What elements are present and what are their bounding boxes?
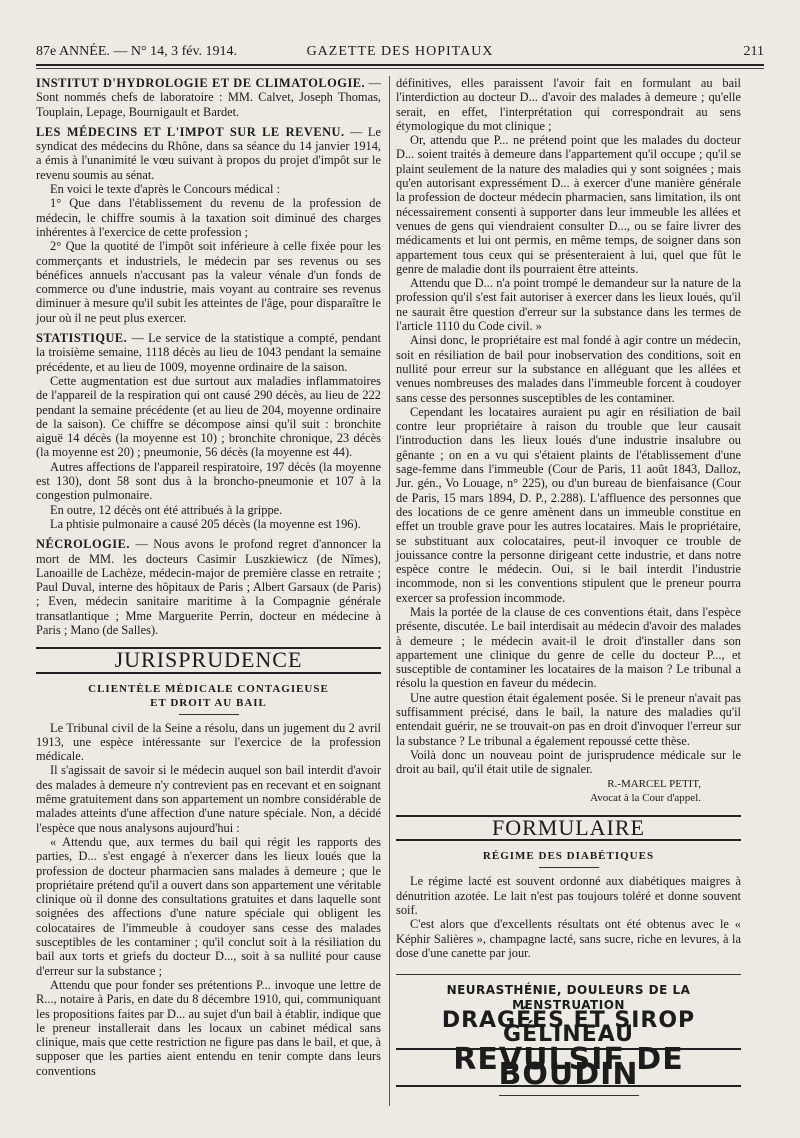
header-rule-thin <box>36 68 764 69</box>
column-divider <box>389 76 390 1106</box>
title-rule <box>179 714 239 715</box>
author-title: Avocat à la Cour d'appel. <box>590 791 701 804</box>
journal-title: GAZETTE DES HOPITAUX <box>306 44 494 59</box>
article-title-line: ET DROIT AU BAIL <box>150 696 267 709</box>
author-name: R.-MARCEL PETIT, <box>607 777 701 790</box>
paragraph-heading: STATISTIQUE. <box>36 331 128 346</box>
paragraph: En outre, 12 décès ont été attribués à la grippe. <box>50 502 283 517</box>
right-column <box>396 76 741 1096</box>
paragraph-heading: NÉCROLOGIE. <box>36 537 130 552</box>
paragraph: Une autre question était également posée. Si le preneur n'avait pas suffisamment précisé, dans le bail, la nature des maladies qu'il entendait guérir, ne se trouvait-on pas en droit d'invoquer l'erreur sur la substance ? Le tribunal a également repoussé cette thèse. <box>396 690 741 748</box>
signature <box>396 777 741 806</box>
section-header-formulaire <box>396 815 741 841</box>
paragraph-heading: LES MÉDECINS ET L'IMPOT SUR LE REVENU. <box>36 124 345 139</box>
ad-rule <box>499 1095 639 1096</box>
ad-product: DRAGÉES ET SIROP GÉLINEAU <box>441 1007 696 1048</box>
paragraph: Le régime lacté est souvent ordonné aux diabétiques maigres à dénutrition azotée. Le lait n'est pas toujours toléré et donne souvent soif. <box>396 874 741 918</box>
paragraph <box>36 125 381 182</box>
paragraph-text: — Sont nommés chefs de laboratoire : MM. Calvet, Joseph Thomas, Touplain, Lepage, Bournigault et Bardet. <box>36 76 381 119</box>
paragraph: 1° Que dans l'établissement du revenu de la profession de médecin, le chiffre soumis à la taxation soit diminué des charges inhérentes à l'exercice de cette profession ; <box>36 196 381 239</box>
page-header <box>36 44 764 66</box>
paragraph: Le Tribunal civil de la Seine a résolu, dans un jugement du 2 avril 1913, une espèce intéressante sur l'exercice de la profession médicale. <box>36 720 381 764</box>
left-column <box>36 76 381 1078</box>
paragraph-heading: INSTITUT D'HYDROLOGIE ET DE CLIMATOLOGIE. <box>36 76 366 90</box>
paragraph <box>36 331 381 374</box>
ad-tagline: NEURASTHÉNIE, DOULEURS DE LA MENSTRUATION <box>446 983 691 1012</box>
paragraph-text: — Le syndicat des médecins du Rhône, dans sa séance du 14 janvier 1914, a émis à l'unanimité le vœu suivant à propos du projet d'impôt sur le revenu soumis au sénat. <box>36 124 381 182</box>
paragraph-text: — Nous avons le profond regret d'annoncer la mort de MM. les docteurs Casimir Luszkiewicz (de Nîmes), Lanoaille de Lachèze, médecin-major de première classe en retraite ; Paul Duval, interne des hôpitaux de Paris ; Albert Garsaux (de Paris) ; Even, médecin sanitaire maritime à la Compagnie générale transatlantique ; Mme Marguerite Perrin, docteur en médecine à Paris ; Mano (de Salles). <box>36 537 381 637</box>
page-number: 211 <box>743 44 764 59</box>
paragraph <box>36 76 381 119</box>
paragraph: Attendu que pour fonder ses prétentions P... invoque une lettre de R..., notaire à Paris, en date du 8 décembre 1910, qui, communiquant les propositions faites par D... au sujet d'un bail à établir, indique que le preneur installerait dans les locaux un cabinet médical sans clinique, mais que cette restriction ne figure pas dans le bail, et que, à supposer que les parties aient entendu en tenir compte dans leurs conventions <box>36 977 381 1078</box>
paragraph: Cependant les locataires auraient pu agir en résiliation de bail contre leur propriétaire à raison du trouble que leur causait l'introduction dans les lieux loués d'une industrie insalubre ou gênante ; on en a vu qui s'étaient plaints de l'établissement d'une sage-femme dans l'immeuble (Cour de Paris, 11 août 1843, Dalloz, Jur. gén., Vo Louage, n° 225), ou d'un bureau de bienfaisance (Cour de Paris, 15 mars 1894, D. P., 2.288). L'affluence des personnes que des locations de ce genre amènent dans un immeuble constitue en effet un trouble grave pour les autres locataires. Mais le propriétaire, se substituant aux colocataires, peut-il invoquer ce trouble de jouissance contre la personne dirigeant cette industrie, et dans notre espèce contre le médecin. Oui, si le bail interdit l'industrie incommode, non si les conventions stipulent que le preneur pourra exercer sa profession incommode. <box>396 404 741 605</box>
paragraph: Voilà donc un nouveau point de jurisprudence médicale sur le droit au bail, qu'il était utile de signaler. <box>396 747 741 777</box>
paragraph: Il s'agissait de savoir si le médecin auquel son bail interdit d'avoir des malades à demeure n'y contrevient pas en recevant et en soignant même gratuitement dans son appartement un nombre considérable de malades atteints d'une affection d'une nature spéciale. Non, a décidé l'espèce que nous analysons aujourd'hui : <box>36 763 381 835</box>
paragraph: Ainsi donc, le propriétaire est mal fondé à agir contre un médecin, soit en résiliation de bail pour inobservation des conditions, soit en nullité pour erreur sur la substance en alléguant que les allées et venues nombreuses des malades dans l'immeuble forcent à coudoyer sans cesse des personnes susceptibles de les contaminer. <box>396 333 741 405</box>
paragraph: définitives, elles paraissent l'avoir fait en formulant au bail l'interdiction au docteur D... d'avoir des malades à demeure ; qu'elle serait, en effet, l'interprétation qui correspondrait au sens étymologique du mot clinique ; <box>396 76 741 133</box>
issue-info: 87e ANNÉE. — N° 14, 3 fév. 1914. <box>36 44 238 59</box>
article-title <box>36 682 381 715</box>
paragraph <box>36 537 381 637</box>
header-rule <box>36 64 764 66</box>
paragraph: 2° Que la quotité de l'impôt soit inférieure à celle fixée pour les commerçants et industriels, le médecin par ses revenus ou ses bénéfices annuels n'accusant pas la valeur vénale d'un fonds de commerce ou d'une industrie, mais voyant au contraire ses revenus diminuer à mesure qu'il subit les atteintes de l'âge, pour disparaître le jour où il ne peut plus exercer. <box>36 239 381 325</box>
article-title-line: CLIENTÈLE MÉDICALE CONTAGIEUSE <box>88 682 329 695</box>
paragraph: Or, attendu que P... ne prétend point que les malades du docteur D... soient traités à demeure dans l'appartement qu'il occupe ; qu'il se plaint seulement de la nature des maladies qui y sont soignées ; mais qu'en autorisant expressément D... à exercer d'une manière générale la profession de docteur médecin pharmacien, sans limitation, ils ont nécessairement consenti à supporter dans leur immeuble les allées et venues de gens qui viendraient consulter D..., ou se faire livrer des médicaments et lui ont permis, en même temps, de soigner dans son appartement tous ceux qui se présenteraient à lui, quel que fût le genre de maladie dont ils pourraient être atteints. <box>396 133 741 276</box>
section-title: FORMULAIRE <box>491 815 645 841</box>
paragraph: « Attendu que, aux termes du bail qui régit les rapports des parties, D... s'est engagé à n'exercer dans les lieux loués que la profession de docteur pharmacien sans malades à demeure ; que le propriétaire prétend qu'il a ouvert dans son appartement une véritable clinique où il donne des consultations gratuites et dans laquelle sont soignées des affections d'une nature spéciale qui obligent les colocataires de l'immeuble à coudoyer sans cesse des malades susceptibles de les contaminer ; qu'il conclut soit à la résiliation du bail aux torts et griefs du docteur D..., soit à sa nullité pour cause d'erreur sur la substance ; <box>36 834 381 978</box>
paragraph: Attendu que D... n'a point trompé le demandeur sur la nature de la profession qu'il s'est fait autoriser à exercer dans les lieux loués, qu'il ne saurait être question d'erreur sur la substance dans les termes de l'article 1110 du Code civil. » <box>396 276 741 334</box>
paragraph: En voici le texte d'après le Concours médical : <box>50 182 281 197</box>
article-title <box>396 849 741 868</box>
paragraph: Mais la portée de la clause de ces conventions était, dans l'espèce présente, discutée. Le bail interdisait au médecin d'avoir des malades à demeure ; le médecin avait-il le droit d'installer dans son appartement une clinique du genre de celle du docteur P..., et susceptible de contaminer les locataires de la maison ? Le tribunal a résolu la question en faveur du médecin. <box>396 604 741 691</box>
title-rule <box>539 867 599 868</box>
article-title-line: RÉGIME DES DIABÉTIQUES <box>482 850 655 863</box>
advertisement <box>396 974 741 1096</box>
section-title: JURISPRUDENCE <box>114 647 303 673</box>
paragraph: C'est alors que d'excellents résultats ont été obtenus avec le « Képhir Salières », champagne lacté, sans sucre, riche en levures, à la dose d'une canette par jour. <box>396 917 741 960</box>
section-header-jurisprudence <box>36 647 381 673</box>
ad-brand: REVULSIF DE BOUDIN <box>396 1048 741 1087</box>
paragraph: Cette augmentation est due surtout aux maladies inflammatoires de l'appareil de la respiration qui ont causé 290 décès, au lieu de 222 pendant la semaine précédente (et au lieu de 204, moyenne ordinaire de la saison). Ce chiffre se décompose ainsi qu'il suit : bronchite aiguë 14 décès (la moyenne est 10) ; bronchite chronique, 23 décès (la moyenne est 20) ; pneumonie, 56 décès (la moyenne est 44). <box>36 373 381 460</box>
paragraph: La phtisie pulmonaire a causé 205 décès (la moyenne est 196). <box>50 516 361 531</box>
paragraph-text: — Le service de la statistique a compté, pendant la troisième semaine, 1118 décès au lieu de 1043 pendant la semaine précédente, et au lieu de 1009, moyenne ordinaire de la saison. <box>36 331 381 374</box>
paragraph: Autres affections de l'appareil respiratoire, 197 décès (la moyenne est 130), dont 58 sont dus à la broncho-pneumonie et 107 à la congestion pulmonaire. <box>36 459 381 503</box>
